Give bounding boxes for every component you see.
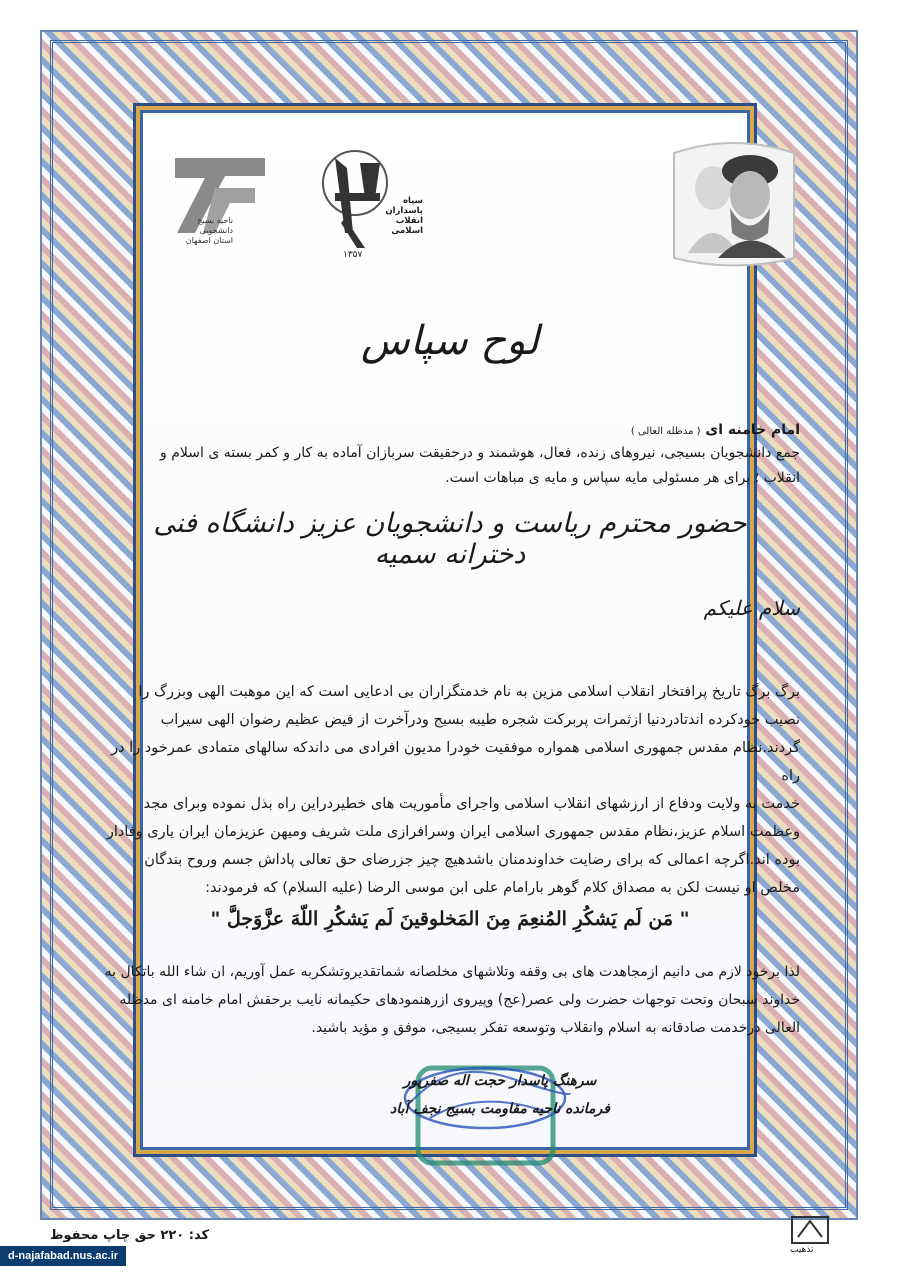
leaders-portrait [668, 133, 800, 273]
body-line: بوده اند.اگرچه اعمالی که برای رضایت خداوندمنان باشدهیچ چیز جزرضای حق تعالی پاداش جسم وروح بندگان [144, 852, 800, 868]
body-line: مخلص او نیست لکن به مصداق کلام گوهر بارامام علی ابن موسی الرضا (علیه السلام) که فرمودند: [205, 880, 800, 896]
basij-logo-text-1: ناحیه بسیج [197, 216, 233, 225]
heading-line [100, 420, 800, 442]
greeting: سلام علیکم [703, 596, 800, 620]
body-paragraph [100, 678, 800, 902]
intro-line-1: جمع دانشجویان بسیجی، نیروهای زنده، فعال، هوشمند و درحقیقت سربازان آماده به کار و کمر بسته ی اسلام و [160, 445, 800, 461]
closing-line: لذا برخود لازم می دانیم ازمجاهدت های بی وقفه وتلاشهای مخلصانه شماتقدیروتشکربه عمل آوریم، ان شاء الله باتکال به [104, 964, 800, 980]
leader-honorific: ( مدظله العالی ) [630, 426, 701, 437]
basij-logo-text-3: استان اصفهان [185, 236, 233, 245]
signer-name: سرهنگ پاسدار حجت اله صفرپور [403, 1073, 597, 1089]
designer-brand [790, 1215, 850, 1255]
certificate-title: لوح سپاس [361, 318, 539, 364]
intro-line-2: انقلاب ؛ برای هر مسئولی مایه سپاس و مایه ی مباهات است. [445, 470, 800, 486]
basij-logo-text-2: دانشجویی [199, 226, 233, 235]
source-url: d-najafabad.nus.ac.ir [0, 1246, 126, 1266]
certificate-content [100, 118, 800, 1148]
designer-brand-text: تذهیب [790, 1245, 814, 1255]
sepah-logo [305, 138, 425, 268]
sepah-year: ۱۳۵۷ [343, 250, 363, 260]
body-line: خدمت به ولایت ودفاع از ارزشهای انقلاب اسلامی واجرای مأموریت های خطیردراین راه بذل نموده وبرای مجد [143, 796, 800, 812]
sepah-logo-text-1: سپاه [402, 196, 423, 206]
signer-title: فرمانده ناحیه مقاومت بسیج نجف آباد [390, 1101, 610, 1117]
closing-paragraph [100, 958, 800, 1042]
closing-line: خداوند سبحان وتحت توجهات حضرت ولی عصر(عج) وپیروی ازرهنمودهای حکیمانه نایب برحقش امام خامنه ای مدظله [119, 992, 800, 1008]
sepah-logo-text-4: اسلامی [391, 226, 423, 236]
body-line: گردند.نظام مقدس جمهوری اسلامی همواره موفقیت خودرا مدیون افرادی می داندکه سالهای متمادی عمرخود را در راه [111, 740, 800, 784]
leader-name: امام خامنه ای [705, 422, 800, 438]
body-line: وعظمت اسلام عزیز،نظام مقدس جمهوری اسلامی ایران وسرافرازی ملت شریف ومیهن عزیزمان ایران یاری وفادار [106, 824, 800, 840]
sepah-logo-text-3: انقلاب [395, 216, 423, 226]
addressee-line: حضور محترم ریاست و دانشجویان عزیز دانشگاه فنی دخترانه سمیه [153, 508, 747, 570]
body-line: نصیب خودکرده اندتادردنیا ازثمرات پربرکت شجره طیبه بسیج ودرآخرت از فیض عظیم رضوان الهی سیراب [160, 712, 800, 728]
sepah-logo-text-2: پاسداران [385, 206, 423, 216]
hadith-quote: " مَن لَم یَشکُرِ المُنعِمَ مِنَ المَخلوقینَ لَم یَشکُرِ اللّهَ عزَّوَجلَّ " [210, 908, 690, 930]
footer-code: کد: ۲۲۰ حق چاپ محفوظ [50, 1228, 210, 1243]
body-line: برگ برگ تاریخ پرافتخار انقلاب اسلامی مزین به نام خدمتگزاران بی ادعایی است که این موهبت الهی وبزرگ را [138, 684, 800, 700]
basij-logo [155, 148, 275, 258]
closing-line: العالی درخدمت صادقانه به اسلام وانقلاب وتوسعه تفکر بسیجی، موفق و مؤید باشید. [311, 1020, 800, 1036]
